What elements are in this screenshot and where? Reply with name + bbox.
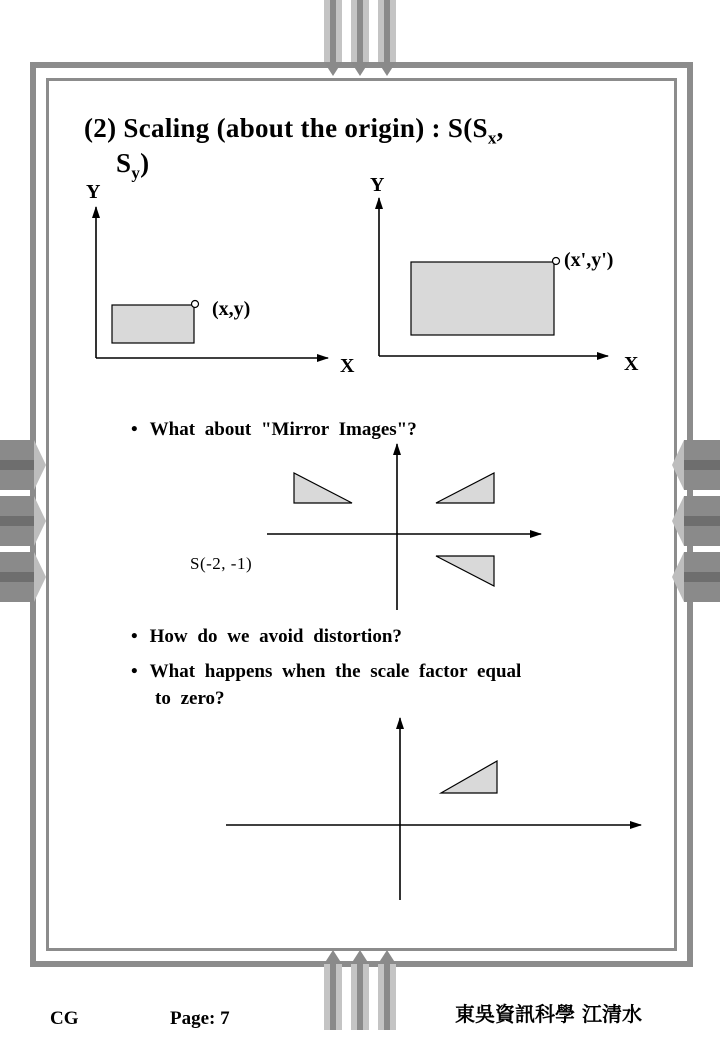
bullet-text: What about "Mirror Images"? [149,419,417,440]
top-tabs-decoration [324,0,396,76]
title-subscript-y: y [131,163,141,183]
bullet-dot: • [131,419,138,440]
right-tabs-decoration [672,440,720,602]
bullet-zero-scale [131,661,521,683]
point-marker [553,258,560,265]
left-tabs-decoration [0,440,46,602]
bottom-tabs-decoration [324,950,396,1030]
footer-course: CG [50,1008,79,1029]
title-s: S [116,148,132,178]
bullet-dot: • [131,661,138,682]
bullet-distortion [131,626,402,648]
point-marker [192,301,199,308]
title-comma: , [496,113,504,143]
point-label-original: (x,y) [212,298,251,320]
bullet-dot: • [131,626,138,647]
y-axis-label-scaled: Y [370,174,385,196]
title-subscript-x: x [487,128,497,148]
bullet-text: What happens when the scale factor equal [149,661,522,682]
x-axis-label-scaled: X [624,353,639,375]
title-close-paren: ) [140,148,150,178]
slide-frame [30,62,693,967]
x-axis-label-original: X [340,355,355,377]
bullet-zero-scale-line2: to zero? [155,688,225,709]
bullet-mirror [131,419,417,441]
page-title-line2 [116,148,149,183]
footer-page-number: Page: 7 [170,1008,230,1029]
title-text: (2) Scaling (about the origin) : S(S [84,113,488,143]
footer-author: 東吳資訊科學 江清水 [455,1002,642,1026]
y-axis-label-original: Y [86,181,101,203]
scaled-rectangle [411,262,554,335]
page-title [84,113,504,148]
point-label-scaled: (x',y') [564,249,614,271]
bullet-text: How do we avoid distortion? [149,626,402,647]
mirror-scale-label: S(-2, -1) [190,554,253,573]
original-rectangle [112,305,194,343]
